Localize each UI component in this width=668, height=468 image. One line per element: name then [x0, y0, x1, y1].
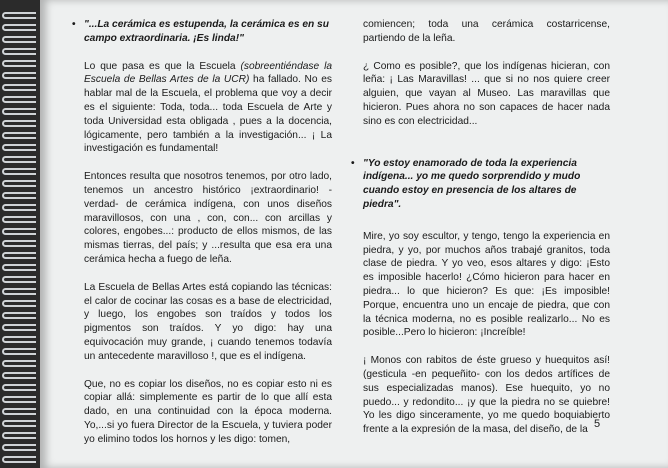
pull-quote-right — [351, 157, 610, 212]
bullet-icon: • — [72, 19, 76, 30]
coil-ring — [2, 348, 36, 355]
coil-ring — [2, 444, 36, 451]
coil-ring — [2, 264, 36, 271]
coil-ring — [2, 384, 36, 391]
coil-ring — [2, 120, 36, 127]
coil-ring — [2, 408, 36, 415]
spiral-binding — [0, 0, 40, 468]
coil-ring — [2, 84, 36, 91]
document-page — [40, 0, 668, 468]
paragraph-text: ha fallado. No es hablar mal de la Escuela, el problema que voy a decir es el siguiente: Toda, toda... toda Escuela de Arte y toda Universidad esta obligada , pues a la docencia, lógicamente, pero también a la investigación... ¡ La investigación es fundamental! — [84, 74, 332, 155]
coil-ring — [2, 96, 36, 103]
coil-ring — [2, 360, 36, 367]
coil-ring — [2, 252, 36, 259]
coil-ring — [2, 192, 36, 199]
pull-quote-text: "Yo estoy enamorado de toda la experiencia indígena... yo me quedo sorprendido y mudo cuando estoy en presencia de los altares de piedra". — [363, 157, 581, 210]
coil-ring — [2, 240, 36, 247]
coil-ring — [2, 288, 36, 295]
pull-quote-left — [72, 18, 332, 46]
paragraph: Mire, yo soy escultor, y tengo, tengo la experiencia en piedra, y yo, por muchos años trabajé granitos, toda clase de piedra. Y yo veo, esos altares y digo: ¡Esto es imposible hacerlo! ¿Cómo hicieron para hacer en piedra... lo que hicieron? Es que: ¡Es imposible! Porque, encuentra uno un encaje de piedra, que con la técnica moderna, no es posible realizarlo... No es posible...Pero lo hicieron: ¡Increíble! — [363, 230, 610, 339]
coil-ring — [2, 216, 36, 223]
paragraph — [84, 60, 332, 157]
coil-ring — [2, 108, 36, 115]
paragraph: Que, no es copiar los diseños, no es copiar esto ni es copiar allá: simplemente es partir de lo que allí esta dado, en una continuidad con la época moderna. Yo,...si yo fuera Director de la Escuela, y tuviera poder yo elimino todos los hornos y les digo: tomen, — [84, 378, 332, 445]
paragraph: La Escuela de Bellas Artes está copiando las técnicas: el calor de cocinar las cosas es a base de electricidad, y luego, los engobes son traídos y todos los pigmentos son traídos. Y yo digo: hay una equivocación muy grande, ¡ cuando tenemos todavía un antecedente maravilloso !, que es el indígena. — [84, 281, 332, 362]
italic-aside: (sobreentiéndase la Escuela de Bellas Artes de la UCR) — [84, 60, 332, 86]
coil-ring — [2, 12, 36, 19]
coil-ring — [2, 24, 36, 31]
coil-ring — [2, 132, 36, 139]
coil-ring — [2, 420, 36, 427]
coil-ring — [2, 156, 36, 163]
coil-ring — [2, 336, 36, 343]
coil-ring — [2, 180, 36, 187]
pull-quote-text: "...La cerámica es estupenda, la cerámica es en su campo extraordinaria. ¡Es linda!" — [84, 19, 329, 44]
coil-ring — [2, 300, 36, 307]
coil-ring — [2, 36, 36, 43]
coil-ring — [2, 456, 36, 463]
left-column — [72, 18, 332, 447]
paragraph: Entonces resulta que nosotros tenemos, por otro lado, tenemos un ancestro histórico ¡extraordinario! - verdad- de cerámica indígena, con unos diseños maravillosos, con una , con, con... con arcillas y colores, engobes...: producto de ellos mismos, de las mismas tierras, del país; y ...resulta que esa era una cerámica hecha a fuego de leña. — [84, 171, 332, 265]
paragraph: ¡ Monos con rabitos de éste grueso y huequitos así! (gesticula -en pequeñito- con los dedos artífices de sus especializadas manos). Ese huequito, yo no puedo... y redondito... ¡y que la piedra no se quiebre! Yo les digo sinceramente, yo me quedo boquiabierto frente a la expresión de la masa, del diseño, de la — [363, 355, 610, 436]
coil-ring — [2, 324, 36, 331]
coil-ring — [2, 432, 36, 439]
coil-ring — [2, 396, 36, 403]
paragraph: ¿ Como es posible?, que los indígenas hicieran, con leña: ¡ Las Maravillas! ... que si no nos quiere creer alguien, que vayan al Museo. Las maravillas que hicieron. Pues ahora no son capaces de hacer nada sino es con electricidad... — [363, 60, 610, 127]
paragraph-text: Lo que pasa es que la Escuela — [84, 60, 241, 72]
coil-ring — [2, 60, 36, 67]
coil-ring — [2, 276, 36, 283]
coil-ring — [2, 312, 36, 319]
right-column — [351, 18, 610, 437]
bullet-icon: • — [351, 157, 355, 169]
coil-ring — [2, 204, 36, 211]
paragraph: comiencen; toda una cerámica costarricense, partiendo de la leña. — [363, 19, 610, 44]
coil-ring — [2, 144, 36, 151]
coil-ring — [2, 372, 36, 379]
coil-ring — [2, 228, 36, 235]
coil-ring — [2, 48, 36, 55]
coil-ring — [2, 72, 36, 79]
page-number: 5 — [594, 418, 601, 430]
coil-ring — [2, 168, 36, 175]
